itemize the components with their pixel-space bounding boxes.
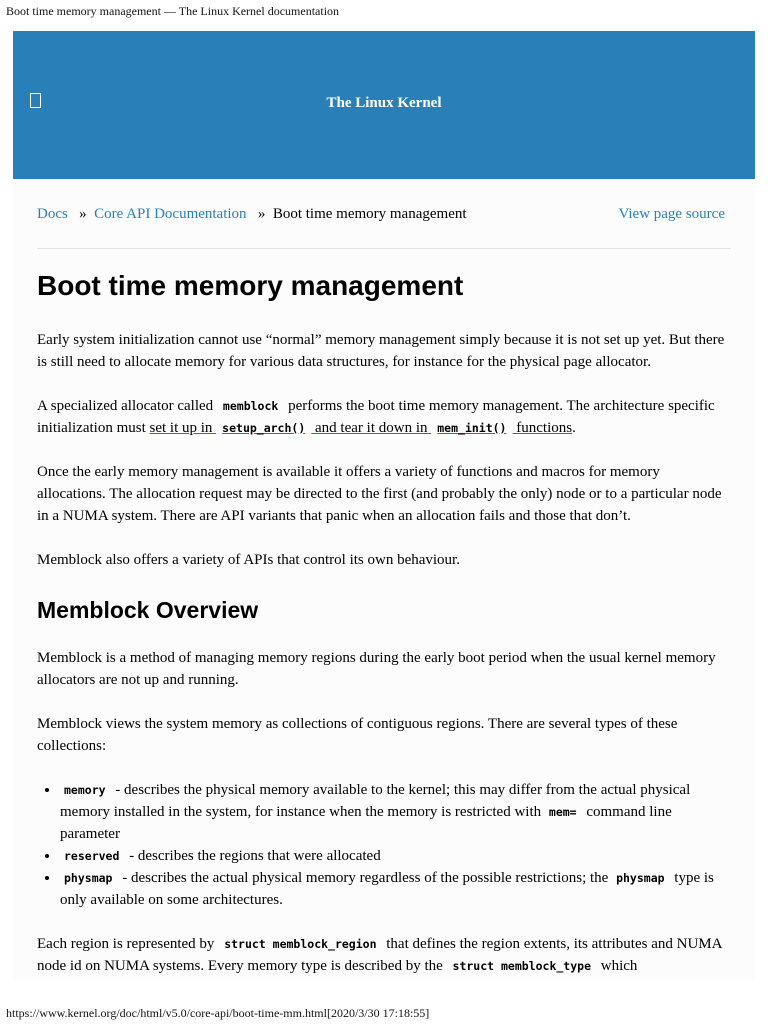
document-content bbox=[13, 179, 755, 980]
print-footer-url: https://www.kernel.org/doc/html/v5.0/core-api/boot-time-mm.html[2020/3/30 17:18:55] bbox=[6, 1006, 430, 1020]
paragraph-memblock-views: Memblock views the system memory as collections of contiguous regions. There are several types of these collections: bbox=[37, 716, 678, 754]
breadcrumb-current: Boot time memory management bbox=[272, 206, 467, 222]
paragraph-intro: Early system initialization cannot use “normal” memory management simply because it is not set up yet. But there is still need to allocate memory for various data structures, for instance for the physical page allocator. bbox=[37, 332, 725, 370]
list-item: • physmap - describes the actual physical memory regardless of the possible restrictions; the physmap type is only available on some architectures. bbox=[60, 867, 729, 911]
paragraph-memblock-method: Memblock is a method of managing memory regions during the early boot period when the usual kernel memory allocators are not up and running. bbox=[37, 650, 716, 688]
paragraph-apis: Memblock also offers a variety of APIs that control its own behaviour. bbox=[37, 552, 460, 568]
main-article bbox=[37, 265, 729, 980]
paragraph-memblock-allocator: A specialized allocator called memblock performs the boot time memory management. The architecture specific initialization must set it up in setup_arch() and tear it down in mem_init() functions. bbox=[37, 398, 715, 436]
section-heading-memblock-overview: Memblock Overview bbox=[37, 597, 259, 623]
paragraph-region-struct: Each region is represented by struct memblock_region that defines the region extents, its attributes and NUMA node id on NUMA systems. Every memory type is described by the struct memblock_type which bbox=[37, 936, 722, 974]
breadcrumb-core-api-link[interactable]: Core API Documentation bbox=[94, 206, 247, 222]
paragraph-early-mm: Once the early memory management is available it offers a variety of functions and macros for memory allocations. The allocation request may be directed to the first (and probably the only) node or to a particular node in a NUMA system. There are API variants that panic when an allocation fails and those that don’t. bbox=[37, 464, 722, 524]
breadcrumb-separator: » bbox=[257, 206, 266, 222]
print-header: Boot time memory management — The Linux Kernel documentation bbox=[6, 4, 340, 18]
memory-types-list bbox=[37, 779, 729, 911]
site-title[interactable]: The Linux Kernel bbox=[326, 95, 442, 111]
breadcrumb-docs-link[interactable]: Docs bbox=[37, 206, 68, 222]
code-memblock: memblock bbox=[222, 399, 279, 413]
list-item: • memory - describes the physical memory available to the kernel; this may differ from the actual physical memory installed in the system, for instance when the memory is restricted with mem= command line parameter bbox=[60, 779, 729, 845]
top-nav-bar bbox=[13, 31, 755, 179]
link-setup-arch[interactable]: set it up in setup_arch() and tear it down in mem_init() functions bbox=[149, 420, 573, 436]
view-page-source-link[interactable]: View page source bbox=[618, 206, 725, 222]
page-title: Boot time memory management bbox=[37, 270, 464, 301]
breadcrumb bbox=[37, 205, 725, 223]
divider bbox=[37, 248, 731, 249]
list-item: • reserved - describes the regions that were allocated bbox=[60, 845, 729, 867]
breadcrumb-separator: » bbox=[79, 206, 87, 222]
